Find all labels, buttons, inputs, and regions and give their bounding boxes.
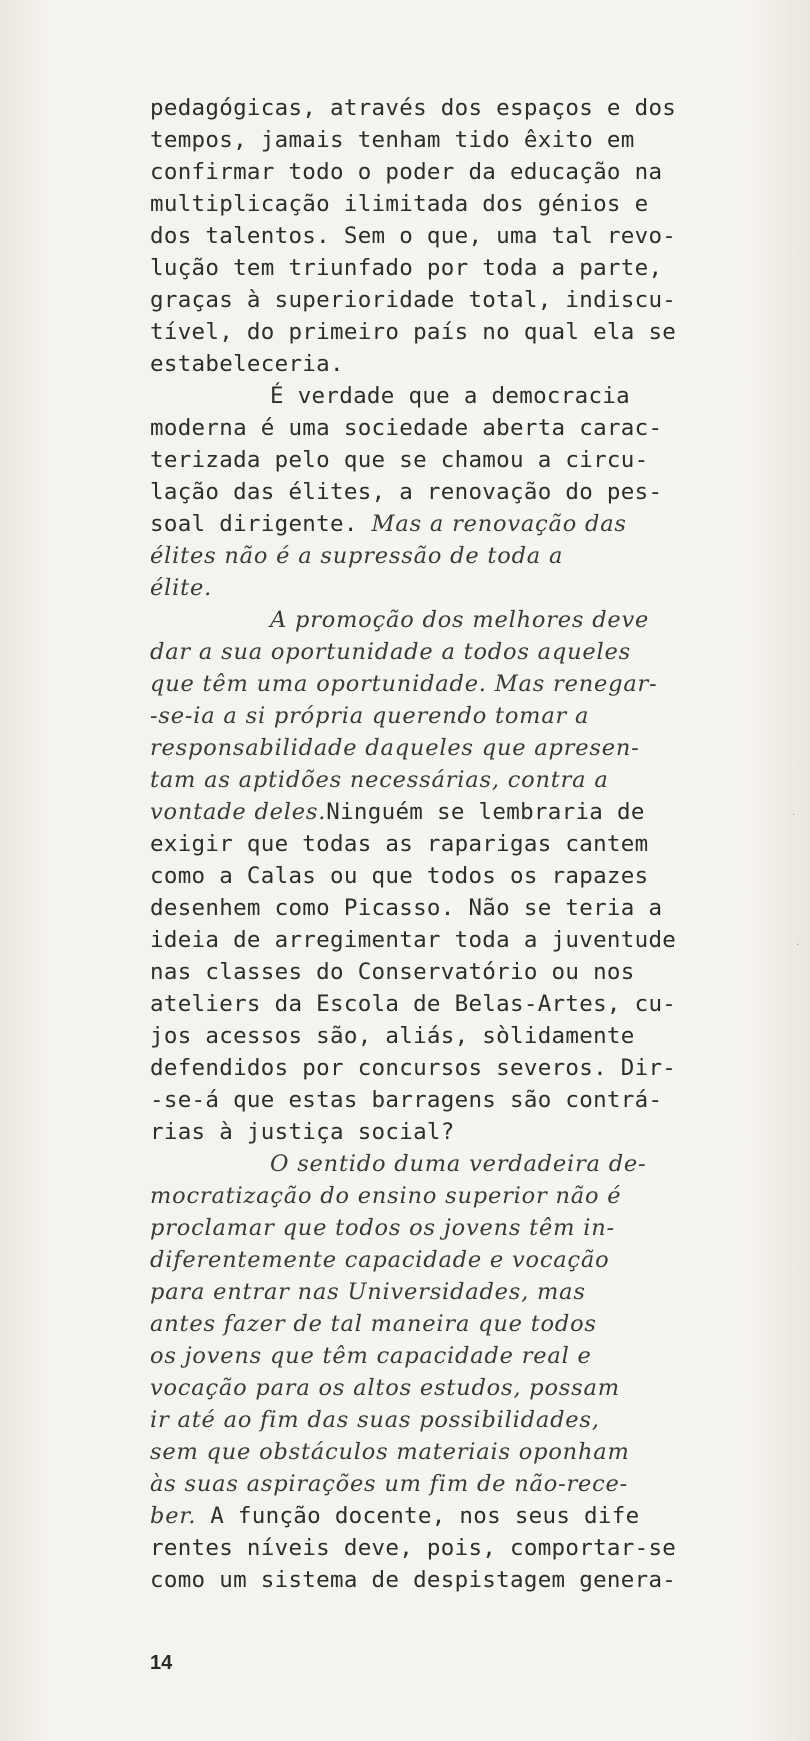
text-line xyxy=(150,1212,680,1244)
text-line xyxy=(150,1532,680,1564)
line-text: dos talentos. Sem o que, uma tal revo- xyxy=(150,223,677,249)
text-line xyxy=(150,1276,680,1308)
text-line xyxy=(150,540,680,572)
line-italic-text: que têm uma oportunidade. Mas renegar- xyxy=(150,671,658,697)
line-text-continuation: A função docente, nos seus dife xyxy=(196,1503,640,1529)
text-line xyxy=(150,796,680,828)
text-line xyxy=(150,1052,680,1084)
text-line xyxy=(150,1244,680,1276)
line-text: como a Calas ou que todos os rapazes xyxy=(150,863,649,889)
line-text: multiplicação ilimitada dos génios e xyxy=(150,191,649,217)
text-line xyxy=(150,476,680,508)
text-line xyxy=(150,380,680,412)
line-text: É verdade que a democracia xyxy=(270,383,630,409)
text-line xyxy=(150,412,680,444)
line-text: defendidos por concursos severos. Dir- xyxy=(150,1055,677,1081)
text-line xyxy=(150,604,680,636)
text-line xyxy=(150,348,680,380)
line-text: desenhem como Picasso. Não se teria a xyxy=(150,895,663,921)
speck-mark: · xyxy=(792,810,796,821)
text-line xyxy=(150,572,680,604)
line-italic-text: élite. xyxy=(150,575,213,601)
text-line xyxy=(150,1500,680,1532)
line-text: soal dirigente. xyxy=(150,511,372,537)
text-line xyxy=(150,1148,680,1180)
text-line xyxy=(150,1180,680,1212)
text-line xyxy=(150,188,680,220)
text-line xyxy=(150,700,680,732)
line-text: lação das élites, a renovação do pes- xyxy=(150,479,663,505)
text-line xyxy=(150,988,680,1020)
line-text: terizada pelo que se chamou a circu- xyxy=(150,447,649,473)
line-text: -se-á que estas barragens são contrá- xyxy=(150,1087,663,1113)
text-line xyxy=(150,1468,680,1500)
text-line xyxy=(150,1308,680,1340)
line-text: moderna é uma sociedade aberta carac- xyxy=(150,415,663,441)
body-text xyxy=(150,92,680,1596)
line-italic-text: diferentemente capacidade e vocação xyxy=(150,1247,610,1273)
line-text: tempos, jamais tenham tido êxito em xyxy=(150,127,635,153)
text-line xyxy=(150,92,680,124)
line-text: rentes níveis deve, pois, comportar-se xyxy=(150,1535,677,1561)
line-text: nas classes do Conservatório ou nos xyxy=(150,959,635,985)
text-line xyxy=(150,508,680,540)
line-text: jos acessos são, aliás, sòlidamente xyxy=(150,1023,635,1049)
text-line xyxy=(150,220,680,252)
text-line xyxy=(150,156,680,188)
text-line xyxy=(150,284,680,316)
line-text: exigir que todas as raparigas cantem xyxy=(150,831,649,857)
line-italic-text: O sentido duma verdadeira de- xyxy=(270,1151,647,1177)
text-line xyxy=(150,316,680,348)
text-line xyxy=(150,764,680,796)
line-italic-text: os jovens que têm capacidade real e xyxy=(150,1343,592,1369)
text-line xyxy=(150,124,680,156)
line-text: rias à justiça social? xyxy=(150,1119,455,1145)
page-number: 14 xyxy=(150,1652,173,1674)
line-text: ateliers da Escola de Belas-Artes, cu- xyxy=(150,991,677,1017)
text-line xyxy=(150,668,680,700)
text-line xyxy=(150,1436,680,1468)
line-text: tível, do primeiro país no qual ela se xyxy=(150,319,677,345)
line-italic-text: ber. xyxy=(150,1503,197,1529)
text-line xyxy=(150,636,680,668)
speck-mark: · xyxy=(796,940,800,951)
text-line xyxy=(150,1020,680,1052)
line-italic-text: para entrar nas Universidades, mas xyxy=(150,1279,586,1305)
line-italic-text: dar a sua oportunidade a todos aqueles xyxy=(150,639,631,665)
text-line xyxy=(150,732,680,764)
text-line xyxy=(150,444,680,476)
text-line xyxy=(150,828,680,860)
text-line xyxy=(150,1372,680,1404)
line-italic-text: sem que obstáculos materiais oponham xyxy=(150,1439,630,1465)
line-text: ideia de arregimentar toda a juventude xyxy=(150,927,677,953)
line-text: confirmar todo o poder da educação na xyxy=(150,159,663,185)
line-italic-text: élites não é a supressão de toda a xyxy=(150,543,564,569)
line-text: como um sistema de despistagem genera- xyxy=(150,1567,677,1593)
line-italic-text: proclamar que todos os jovens têm in- xyxy=(150,1215,615,1241)
text-line xyxy=(150,1084,680,1116)
text-line xyxy=(150,1564,680,1596)
line-text: pedagógicas, através dos espaços e dos xyxy=(150,95,677,121)
text-line xyxy=(150,860,680,892)
line-italic-text: antes fazer de tal maneira que todos xyxy=(150,1311,597,1337)
line-italic-text: tam as aptidões necessárias, contra a xyxy=(150,767,609,793)
line-italic-text: mocratização do ensino superior não é xyxy=(150,1183,622,1209)
text-line xyxy=(150,924,680,956)
line-italic-text: Mas a renovação das xyxy=(371,511,627,537)
text-line xyxy=(150,956,680,988)
line-text: graças à superioridade total, indiscu- xyxy=(150,287,677,313)
line-italic-text: às suas aspirações um fim de não-rece- xyxy=(150,1471,629,1497)
text-line xyxy=(150,892,680,924)
text-line xyxy=(150,1340,680,1372)
line-italic-text: ir até ao fim das suas possibilidades, xyxy=(150,1407,600,1433)
text-line xyxy=(150,1116,680,1148)
line-text-continuation: Ninguém se lembraria de xyxy=(326,799,645,825)
line-italic-text: vontade deles. xyxy=(150,799,327,825)
line-italic-text: -se-ia a si própria querendo tomar a xyxy=(150,703,590,729)
text-line xyxy=(150,252,680,284)
line-text: lução tem triunfado por toda a parte, xyxy=(150,255,663,281)
line-italic-text: vocação para os altos estudos, possam xyxy=(150,1375,620,1401)
line-text: estabeleceria. xyxy=(150,351,344,377)
line-italic-text: responsabilidade daqueles que apresen- xyxy=(150,735,640,761)
line-italic-text: A promoção dos melhores deve xyxy=(270,607,650,633)
text-line xyxy=(150,1404,680,1436)
